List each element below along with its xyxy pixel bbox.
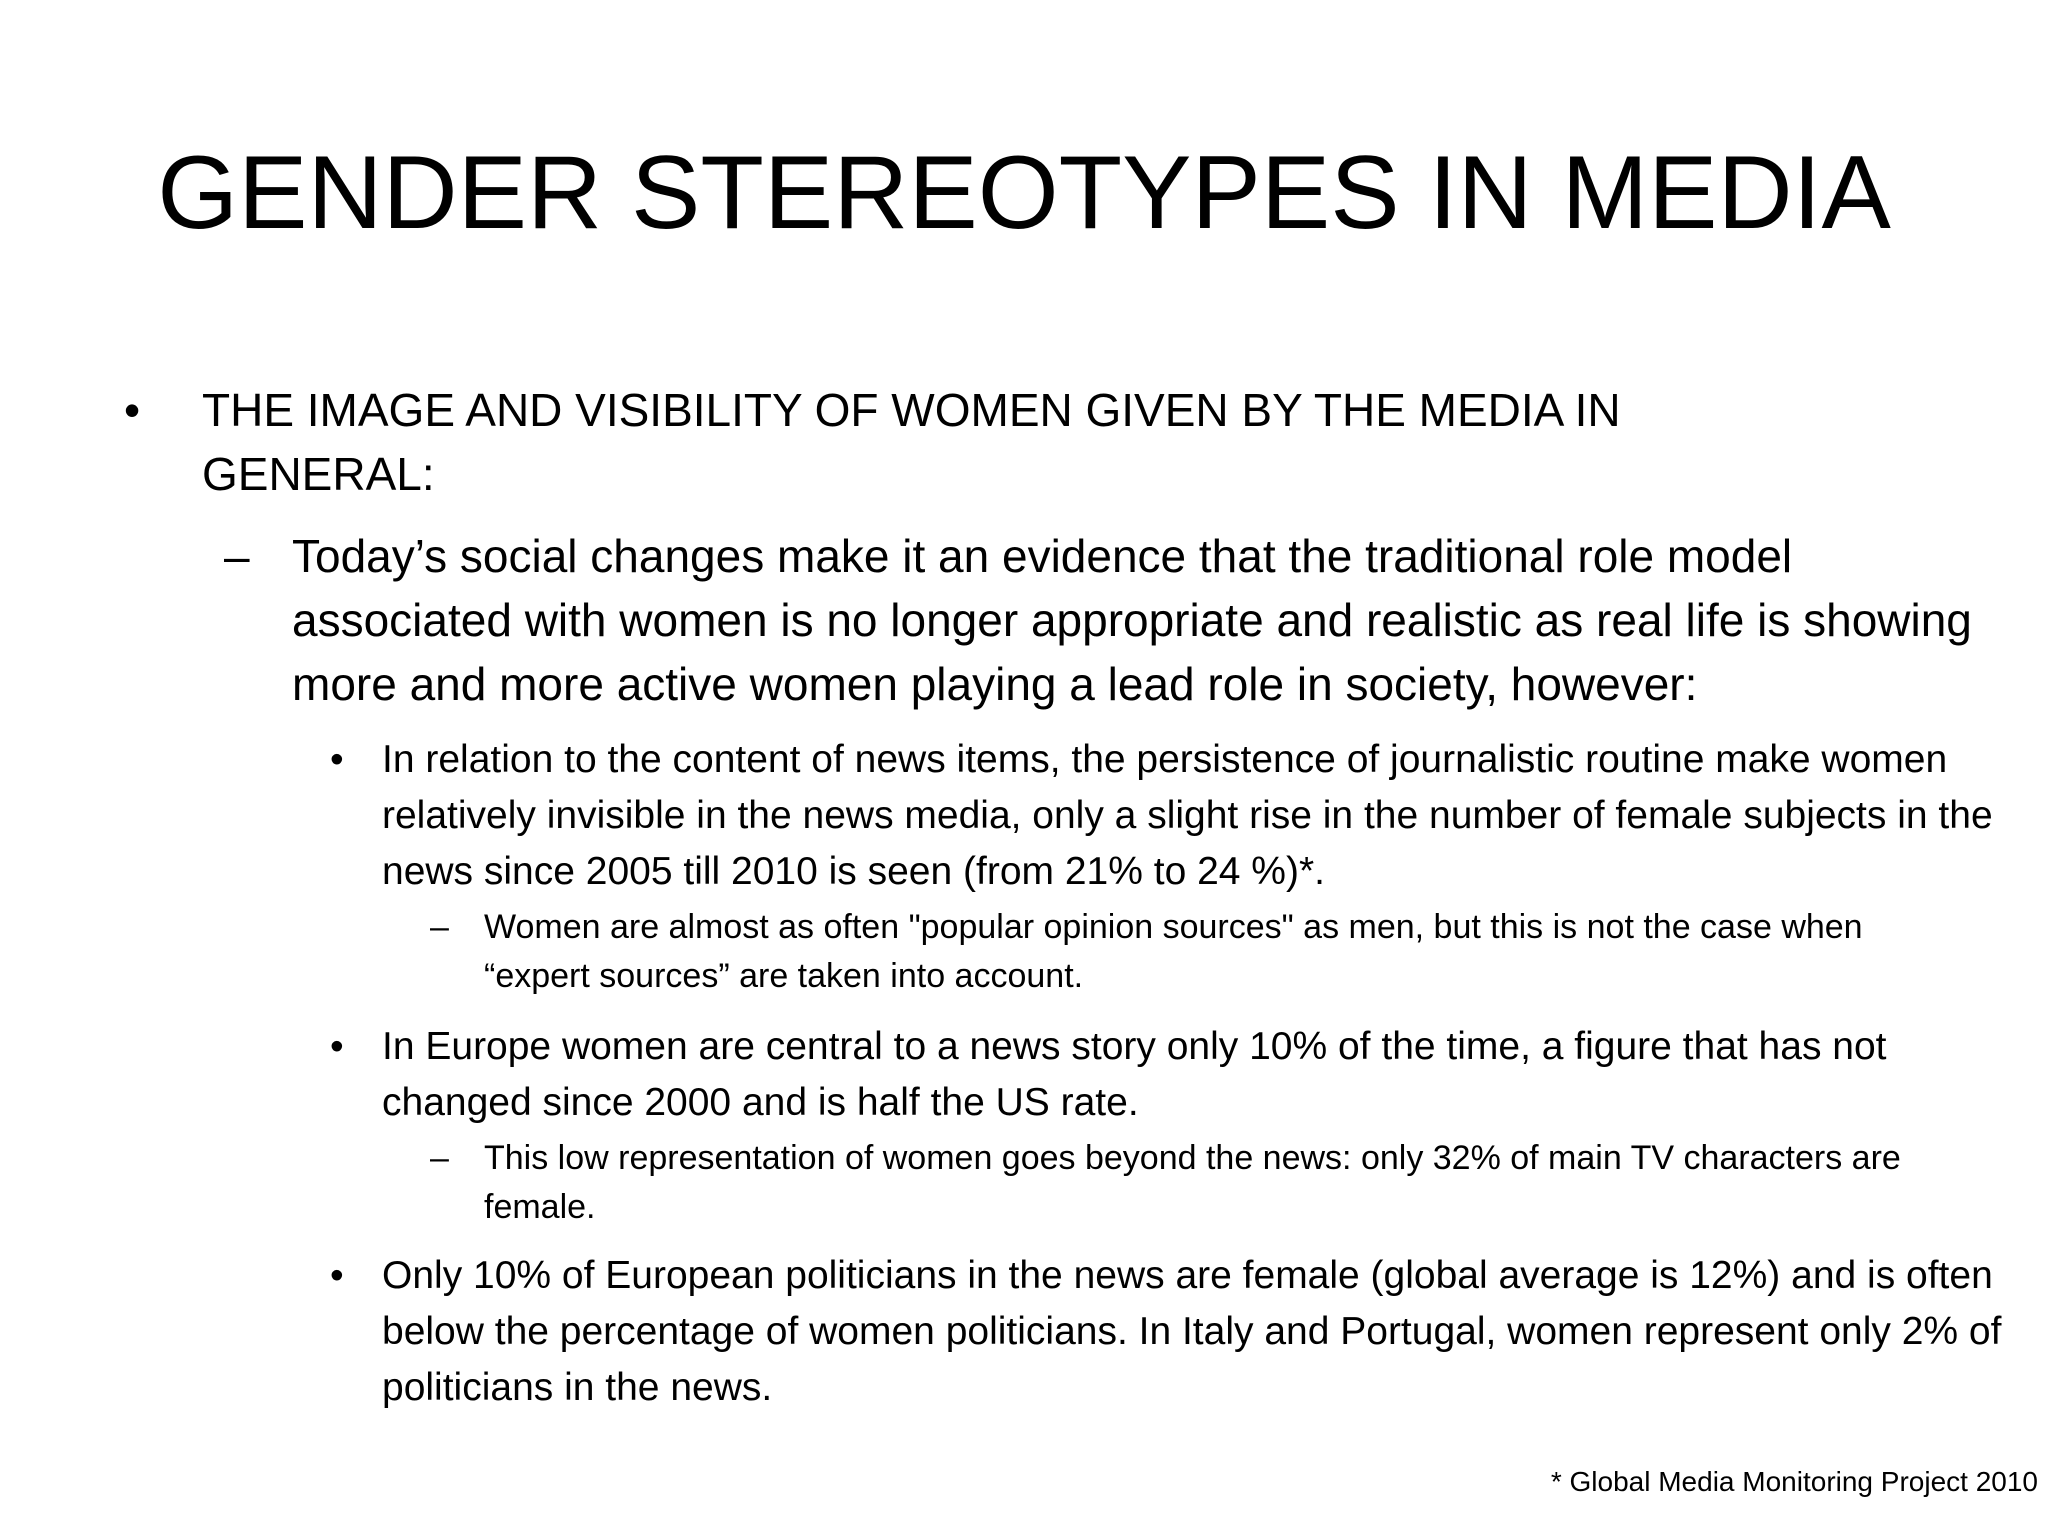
- bullet-level-2: [224, 524, 1972, 716]
- bullet-text: Today’s social changes make it an evidence that the traditional role model associated with women is no longer appropriate and realistic as real life is showing more and more active women playing a lead role in society, however:: [292, 530, 1972, 710]
- bullet-marker: •: [330, 1254, 344, 1297]
- bullet-marker: •: [330, 738, 344, 781]
- bullet-text: THE IMAGE AND VISIBILITY OF WOMEN GIVEN BY THE MEDIA IN GENERAL:: [202, 384, 1621, 500]
- bullet-level-3: [330, 1019, 1990, 1131]
- dash-marker: –: [430, 1139, 449, 1177]
- dash-marker: –: [224, 530, 250, 582]
- bullet-text: In relation to the content of news items, the persistence of journalistic routine make women relatively invisible in the news media, only a slight rise in the number of female subjects in the news since 2005 till 2010 is seen (from 21% to 24 %)*.: [382, 738, 1993, 893]
- bullet-level-3: [330, 1248, 2002, 1416]
- bullet-text: This low representation of women goes beyond the news: only 32% of main TV characters are female.: [484, 1139, 1901, 1226]
- bullet-text: Women are almost as often "popular opinion sources" as men, but this is not the case when “expert sources” are taken into account.: [484, 908, 1863, 995]
- bullet-level-1: [124, 378, 1844, 506]
- bullet-level-4: [430, 1134, 1950, 1232]
- bullet-text: Only 10% of European politicians in the news are female (global average is 12%) and is often below the percentage of women politicians. In Italy and Portugal, women represent only 2% of politicians in the news.: [382, 1254, 2002, 1409]
- bullet-level-3: [330, 732, 1993, 900]
- bullet-text: In Europe women are central to a news story only 10% of the time, a figure that has not changed since 2000 and is half the US rate.: [382, 1025, 1887, 1124]
- dash-marker: –: [430, 908, 449, 946]
- bullet-level-4: [430, 903, 1950, 1001]
- bullet-marker: •: [330, 1025, 344, 1068]
- slide-title: GENDER STEREOTYPES IN MEDIA: [157, 135, 1891, 251]
- footnote: * Global Media Monitoring Project 2010: [1550, 1466, 2038, 1497]
- bullet-marker: •: [124, 384, 141, 436]
